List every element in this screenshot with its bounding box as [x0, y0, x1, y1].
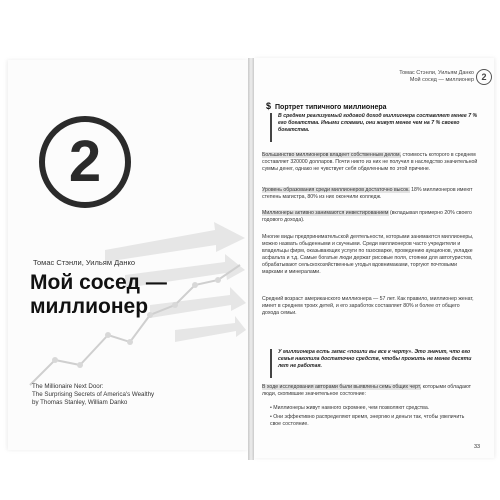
header-chapter-number: 2 — [476, 69, 492, 85]
bullet-1-text: Миллионеры живут намного скромнее, чем позволяют средства. — [273, 405, 430, 411]
bullet-item-1: • Миллионеры живут намного скромнее, чем позволяют средства. — [270, 405, 430, 411]
section-title: Портрет типичного миллионера — [275, 104, 387, 111]
page-number: 33 — [474, 444, 481, 450]
bullet-item-2: • Они эффективно распределяют время, энергию и деньги так, чтобы увеличить свое состояние. — [270, 414, 465, 427]
header-title: Мой сосед — миллионер — [409, 77, 474, 83]
section-heading — [266, 101, 387, 111]
running-header — [399, 70, 474, 84]
paragraph-3-highlight: Миллионеры активно занимаются инвестированием — [262, 210, 389, 216]
paragraph-1-text: стоимость которого в среднем составляет 320000 долларов. Почти никто из них не получил в наследство значительной суммы денег, однако не чувствует себя обделенным по этой причине. — [262, 152, 478, 172]
book-title — [30, 271, 167, 319]
book-title-line-1: Мой сосед — — [30, 271, 167, 294]
paragraph-6-highlight: В ходе исследования авторами были выявлены семь общих черт, — [262, 384, 422, 390]
dollar-icon: $ — [266, 101, 272, 111]
chapter-number-circle — [39, 116, 131, 208]
subtitle-line-1: The Millionaire Next Door: — [32, 383, 104, 390]
paragraph-1 — [262, 152, 478, 173]
paragraph-3 — [262, 210, 478, 224]
subtitle-line-3: by Thomas Stanley, William Danko — [32, 399, 128, 406]
book-title-line-2: миллионер — [30, 295, 149, 318]
paragraph-6-text: которыми обладают люди, скопившие значительное состояние: — [262, 384, 472, 397]
quote-block-1: В среднем реализуемый годовой доход миллионера составляет менее 7 % его богатства. Иными словами, они живут менее чем на 7 % своего богатства. — [270, 113, 483, 142]
bullet-2-text: Они эффективно распределяют время, энергию и деньги так, чтобы увеличить свое состояние. — [270, 414, 465, 427]
paragraph-3-text: (вкладывая примерно 20% своего годового дохода). — [262, 210, 472, 223]
paragraph-2-text: 18% миллионеров имеют степень магистра, 80% из них окончили колледж. — [262, 187, 473, 200]
paragraph-1-highlight: Большинство миллионеров владеет собственным делом, — [262, 152, 402, 158]
header-authors: Томас Стэнли, Уильям Данко — [399, 70, 474, 76]
chapter-number: 2 — [68, 129, 102, 194]
paragraph-5: Средний возраст американского миллионера — 57 лет. Как правило, миллионер женат, имеет в среднем троих детей, и его заработок составляет 80% и более от общего дохода семьи. — [262, 296, 474, 316]
paragraph-4: Многие виды предпринимательской деятельности, которыми занимаются миллионеры, можно назвать обыденными и скучными. Среди миллионеров часто учредители и владельцы фирм, оказывающих услуги по газосварке, проведению аукционов, укладке асфальта и т.д. Самые богатые люди держат рисовые поля, стоянки для автотуристов, обрабатывают сельскохозяйственные угодья вдовнимаками, торгуют почтовыми марками и минералами. — [262, 234, 474, 275]
paragraph-6 — [262, 384, 478, 398]
subtitle-line-2: The Surprising Secrets of America's Wealthy — [32, 391, 155, 398]
paragraph-2-highlight: Уровень образования среди миллионеров достаточно высок. — [262, 187, 410, 193]
book-subtitle — [32, 383, 154, 407]
book-authors: Томас Стэнли, Уильям Данко — [33, 258, 136, 267]
paragraph-2 — [262, 187, 478, 201]
quote-block-2: У миллионера есть запас «пошли вы все к черту». Это значит, что его семья накопила достаточно средств, чтобы прожить не менее десяти лет не работая. — [270, 349, 483, 378]
